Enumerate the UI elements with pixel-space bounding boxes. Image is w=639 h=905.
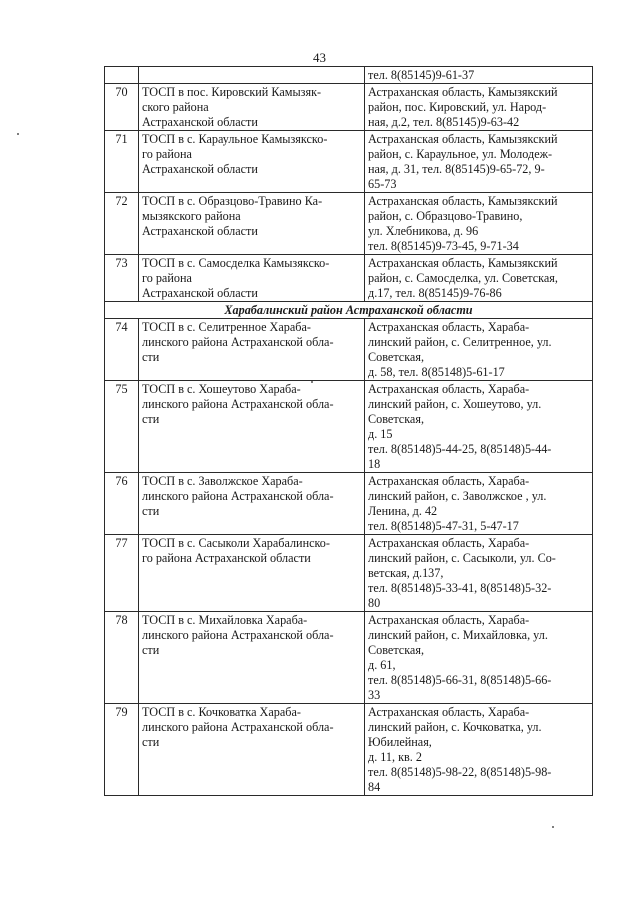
row-number: 78 bbox=[105, 612, 139, 704]
row-number: 77 bbox=[105, 535, 139, 612]
row-number: 79 bbox=[105, 704, 139, 796]
office-address: Астраханская область, Камызякский район, с. Самосделка, ул. Советская, д.17, тел. 8(85145)9-76-86 bbox=[365, 255, 593, 302]
offices-table bbox=[104, 66, 593, 796]
table-row bbox=[105, 381, 593, 473]
row-number: 74 bbox=[105, 319, 139, 381]
office-name: ТОСП в с. Самоcделка Камызякско- го района Астраханской области bbox=[139, 255, 365, 302]
office-name: ТОСП в с. Сасыколи Харабалинско- го района Астраханской области bbox=[139, 535, 365, 612]
table-row bbox=[105, 319, 593, 381]
table-row bbox=[105, 612, 593, 704]
office-name: ТОСП в с. Селитренное Хараба- линского района Астраханской обла- сти bbox=[139, 319, 365, 381]
table-row bbox=[105, 255, 593, 302]
office-address: Астраханская область, Хараба- линский район, с. Кочковатка, ул. Юбилейная, д. 11, кв. 2 тел. 8(85148)5-98-22, 8(85148)5-98- 84 bbox=[365, 704, 593, 796]
row-number: 73 bbox=[105, 255, 139, 302]
office-name: ТОСП в с. Кочковатка Хараба- линского района Астраханской обла- сти bbox=[139, 704, 365, 796]
scan-speck bbox=[311, 381, 313, 383]
table-row bbox=[105, 704, 593, 796]
scan-speck bbox=[552, 826, 554, 828]
office-name: ТОСП в с. Караульное Камызякско- го района Астраханской области bbox=[139, 131, 365, 193]
office-address: Астраханская область, Камызякский район, с. Образцово-Травино, ул. Хлебникова, д. 96 тел. 8(85145)9-73-45, 9-71-34 bbox=[365, 193, 593, 255]
table-row-continuation bbox=[105, 67, 593, 84]
section-row bbox=[105, 302, 593, 319]
office-name: ТОСП в пос. Кировский Камызяк- ского района Астраханской области bbox=[139, 84, 365, 131]
office-name: ТОСП в с. Заволжское Хараба- линского района Астраханской обла- сти bbox=[139, 473, 365, 535]
office-address: Астраханская область, Хараба- линский район, с. Михайловка, ул. Советская, д. 61, тел. 8(85148)5-66-31, 8(85148)5-66- 33 bbox=[365, 612, 593, 704]
office-address: Астраханская область, Камызякский район, с. Караульное, ул. Молодеж- ная, д. 31, тел. 8(85145)9-65-72, 9- 65-73 bbox=[365, 131, 593, 193]
office-name bbox=[139, 67, 365, 84]
office-address: Астраханская область, Хараба- линский район, с. Селитренное, ул. Советская, д. 58, тел. 8(85148)5-61-17 bbox=[365, 319, 593, 381]
office-address: Астраханская область, Хараба- линский район, с. Сасыколи, ул. Со- ветская, д.137, тел. 8(85148)5-33-41, 8(85148)5-32- 80 bbox=[365, 535, 593, 612]
office-address: Астраханская область, Камызякский район, пос. Кировский, ул. Народ- ная, д.2, тел. 8(85145)9-63-42 bbox=[365, 84, 593, 131]
page-number: 43 bbox=[313, 50, 326, 65]
table-row bbox=[105, 193, 593, 255]
section-title: Харабалинский район Астраханской области bbox=[105, 302, 593, 319]
scan-speck bbox=[17, 133, 19, 135]
row-number: 70 bbox=[105, 84, 139, 131]
table-body bbox=[105, 67, 593, 796]
office-name: ТОСП в с. Образцово-Травино Ка- мызякского района Астраханской области bbox=[139, 193, 365, 255]
office-address: Астраханская область, Хараба- линский район, с. Заволжское , ул. Ленина, д. 42 тел. 8(85148)5-47-31, 5-47-17 bbox=[365, 473, 593, 535]
table-row bbox=[105, 535, 593, 612]
row-number bbox=[105, 67, 139, 84]
row-number: 76 bbox=[105, 473, 139, 535]
office-address: Астраханская область, Хараба- линский район, с. Хошеутово, ул. Советская, д. 15 тел. 8(85148)5-44-25, 8(85148)5-44- 18 bbox=[365, 381, 593, 473]
office-name: ТОСП в с. Хошеутово Хараба- линского района Астраханской обла- сти bbox=[139, 381, 365, 473]
office-address: тел. 8(85145)9-61-37 bbox=[365, 67, 593, 84]
table-row bbox=[105, 473, 593, 535]
row-number: 72 bbox=[105, 193, 139, 255]
office-name: ТОСП в с. Михайловка Хараба- линского района Астраханской обла- сти bbox=[139, 612, 365, 704]
table-row bbox=[105, 84, 593, 131]
row-number: 75 bbox=[105, 381, 139, 473]
row-number: 71 bbox=[105, 131, 139, 193]
table-row bbox=[105, 131, 593, 193]
